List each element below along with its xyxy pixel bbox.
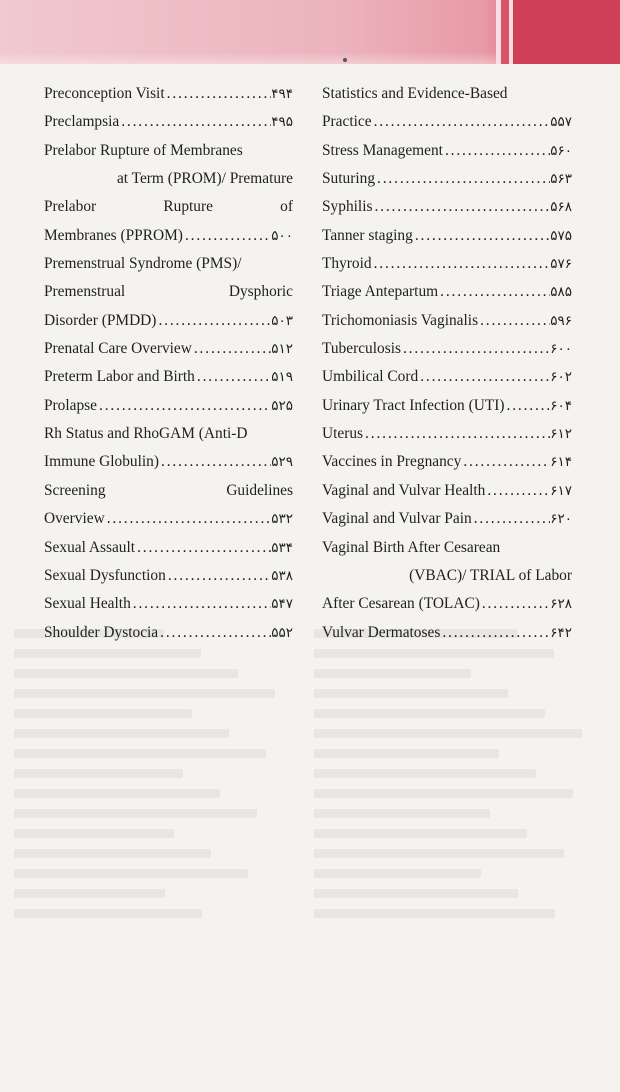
index-entry-title: Uterus: [322, 425, 364, 443]
index-entry: [322, 534, 572, 619]
index-entry-word: Guidelines: [226, 481, 293, 499]
print-mark: [343, 58, 347, 62]
dot-leader: [165, 80, 272, 108]
bleed-bar: [14, 669, 238, 678]
index-entry-title: Shoulder Dystocia: [44, 623, 159, 641]
bleed-through-texture: [14, 618, 614, 1088]
index-entry: [44, 108, 293, 136]
bleed-bar: [314, 829, 527, 838]
index-entry: [322, 448, 572, 476]
dot-leader: [183, 222, 271, 250]
bleed-bar: [314, 649, 554, 658]
index-entry-word: of: [280, 198, 293, 216]
bleed-bar: [314, 869, 481, 878]
dot-leader: [480, 590, 550, 618]
page-number: ۵۱۲: [271, 341, 293, 358]
index-entry-title: Premenstrual Syndrome (PMS)/: [44, 255, 242, 273]
bleed-line: [14, 778, 304, 798]
bleed-bar: [14, 869, 248, 878]
index-entry: [44, 363, 293, 391]
bleed-line: [314, 858, 604, 878]
bleed-line: [314, 698, 604, 718]
index-entry: [44, 420, 293, 477]
dot-leader: [372, 250, 551, 278]
bleed-line: [14, 758, 304, 778]
header-color-band: [0, 0, 620, 64]
index-entry-title: Membranes (PPROM): [44, 226, 183, 244]
index-entry-line: [322, 222, 572, 250]
bleed-line: [314, 738, 604, 758]
band-sheen: [0, 52, 496, 64]
index-entry: [322, 335, 572, 363]
dot-leader: [478, 307, 550, 335]
index-entry-title: Tuberculosis: [322, 340, 401, 358]
dot-leader: [418, 363, 550, 391]
index-entry-title: Sexual Health: [44, 595, 131, 613]
dot-leader: [105, 505, 272, 533]
index-entry: [44, 619, 293, 647]
dot-leader: [372, 108, 551, 136]
page-number: ۴۹۴: [271, 86, 293, 102]
index-entry-line: [322, 477, 572, 505]
bleed-bar: [14, 889, 165, 898]
index-entry-word: Screening: [44, 481, 106, 499]
index-entry: [322, 307, 572, 335]
index-entry-line: [44, 534, 293, 562]
dot-leader: [159, 448, 271, 476]
index-entry-title: Thyroid: [322, 255, 372, 273]
bleed-line: [14, 738, 304, 758]
bleed-line: [314, 878, 604, 898]
dot-leader: [119, 108, 271, 136]
page-number: ۵۶۰: [550, 142, 572, 159]
index-entry-line: [322, 165, 572, 193]
bleed-line: [14, 718, 304, 738]
band-accent-block: [513, 0, 620, 64]
dot-leader: [485, 477, 550, 505]
dot-leader: [363, 420, 550, 448]
page-number: ۵۲۹: [271, 454, 293, 471]
bleed-bar: [314, 749, 499, 758]
page-number: ۵۶۸: [550, 199, 572, 216]
index-entry-title: Preterm Labor and Birth: [44, 368, 195, 386]
bleed-bar: [14, 649, 201, 658]
index-entry-line: [322, 363, 572, 391]
index-entry-line: [44, 505, 293, 533]
page-number: ۵۷۵: [550, 227, 572, 244]
index-entry: [44, 392, 293, 420]
dot-leader: [438, 278, 550, 306]
bleed-line: [314, 758, 604, 778]
index-entry: [322, 80, 572, 137]
bleed-bar: [314, 889, 518, 898]
index-entry-title: Vaginal Birth After Cesarean: [322, 538, 501, 556]
index-entry-word: Prelabor: [44, 198, 97, 216]
index-entry-line: [322, 392, 572, 420]
page-number: ۶۴۲: [550, 624, 572, 641]
page-number: ۵۲۵: [271, 397, 293, 414]
index-entry: [322, 420, 572, 448]
bleed-bar: [314, 709, 545, 718]
index-entry-line: [44, 137, 293, 165]
page-number: ۵۹۶: [550, 312, 572, 329]
index-entry-title: After Cesarean (TOLAC): [322, 595, 480, 613]
index-entry: [44, 250, 293, 335]
index-entry-word: Dysphoric: [228, 283, 293, 301]
dot-leader: [192, 335, 271, 363]
index-entry-title: Stress Management: [322, 141, 443, 159]
index-entry-title: Immune Globulin): [44, 453, 159, 471]
page-number: ۶۰۰: [550, 341, 572, 358]
index-entry-word: Rupture: [163, 198, 213, 216]
index-entry-line: [44, 420, 293, 448]
page-number: ۵۳۴: [271, 539, 293, 556]
index-column-right: [322, 80, 572, 647]
index-entry-title: Prenatal Care Overview: [44, 340, 192, 358]
index-entry-line: [44, 392, 293, 420]
page-number: ۴۹۵: [271, 114, 293, 131]
bleed-bar: [314, 909, 555, 918]
index-entry-title: Overview: [44, 510, 105, 528]
index-entry-title: Prolapse: [44, 396, 98, 414]
bleed-line: [14, 698, 304, 718]
bleed-bar: [314, 849, 564, 858]
index-entry: [44, 80, 293, 108]
bleed-bar: [14, 809, 257, 818]
bleed-bar: [14, 909, 202, 918]
page-number: ۵۳۸: [271, 567, 293, 584]
index-entry-line: [44, 250, 293, 278]
bleed-column: [14, 618, 304, 918]
dot-leader: [156, 307, 271, 335]
bleed-bar: [14, 829, 174, 838]
index-entry-line: [322, 278, 572, 306]
index-entry-line: [44, 363, 293, 391]
page-number: ۶۲۸: [550, 596, 572, 613]
index-entry-title: Sexual Dysfunction: [44, 566, 166, 584]
index-entry-title: Prelabor Rupture of Membranes: [44, 141, 243, 159]
index-entry-line: [44, 165, 293, 193]
page-number: ۵۱۹: [271, 369, 293, 386]
page-number: ۵۵۲: [271, 624, 293, 641]
bleed-bar: [14, 849, 211, 858]
index-entry-line: [44, 108, 293, 136]
index-entry-line: [44, 80, 293, 108]
index-entry-title: Statistics and Evidence-Based: [322, 85, 508, 102]
index-entry-title: Trichomoniasis Vaginalis: [322, 311, 479, 329]
index-entry-line: [322, 448, 572, 476]
bleed-bar: [314, 809, 490, 818]
bleed-bar: [314, 669, 471, 678]
index-entry: [44, 590, 293, 618]
page-number: ۵۵۷: [550, 114, 572, 131]
index-entry-title: Syphilis: [322, 198, 373, 216]
index-entry-line: [44, 193, 293, 221]
index-entry: [322, 137, 572, 165]
index-entry: [44, 477, 293, 534]
page-number: ۵۰۰: [271, 227, 293, 244]
bleed-bar: [14, 709, 192, 718]
bleed-line: [14, 798, 304, 818]
index-entry-line: [322, 137, 572, 165]
bleed-line: [314, 658, 604, 678]
dot-leader: [372, 193, 550, 221]
index-entry-line: [322, 505, 572, 533]
index-entry-line: [322, 619, 572, 647]
bleed-bar: [314, 769, 536, 778]
page-number: ۶۲۰: [550, 511, 572, 528]
page-number: ۶۰۲: [550, 369, 572, 386]
page-number: ۵۸۵: [550, 284, 572, 301]
index-entry: [44, 137, 293, 250]
dot-leader: [443, 137, 550, 165]
bleed-line: [314, 718, 604, 738]
index-entry: [322, 505, 572, 533]
index-entry-title: Preclampsia: [44, 113, 120, 131]
index-entry-line: [44, 562, 293, 590]
dot-leader: [158, 619, 271, 647]
index-entry: [44, 562, 293, 590]
index-entry-line: [44, 619, 293, 647]
index-entry: [322, 193, 572, 221]
index-entry-title: Vaginal and Vulvar Health: [322, 481, 486, 499]
bleed-column: [314, 618, 604, 918]
bleed-line: [314, 838, 604, 858]
index-entry-line: [322, 250, 572, 278]
index-entry-line: [322, 590, 572, 618]
bleed-line: [314, 798, 604, 818]
index-entry: [322, 619, 572, 647]
bleed-bar: [14, 729, 229, 738]
index-entry-title: Preconception Visit: [44, 85, 165, 102]
bleed-bar: [14, 749, 266, 758]
index-entry-title: Rh Status and RhoGAM (Anti-D: [44, 425, 248, 443]
bleed-bar: [14, 689, 275, 698]
index-entry-line: [322, 335, 572, 363]
index-entry-line: [322, 562, 572, 590]
index-entry-line: [44, 477, 293, 505]
bleed-bar: [14, 769, 183, 778]
bleed-line: [14, 678, 304, 698]
bleed-line: [14, 658, 304, 678]
bleed-line: [14, 858, 304, 878]
index-entry-title: Vulvar Dermatoses: [322, 623, 441, 641]
dot-leader: [505, 392, 551, 420]
page-number: ۵۰۳: [271, 312, 293, 329]
bleed-line: [314, 678, 604, 698]
index-entry: [322, 392, 572, 420]
index-entry-line: [322, 80, 572, 108]
page-number: ۵۴۷: [271, 596, 293, 613]
band-stripe: [501, 0, 509, 64]
bleed-line: [14, 818, 304, 838]
dot-leader: [440, 619, 550, 647]
page-number: ۵۷۶: [550, 256, 572, 273]
index-entry-line: [322, 193, 572, 221]
index-column-left: [44, 80, 293, 647]
bleed-line: [314, 898, 604, 918]
index-entry-title: Practice: [322, 113, 372, 131]
index-entry-title: Tanner staging: [322, 226, 413, 244]
dot-leader: [131, 590, 271, 618]
page-number: ۶۱۷: [550, 482, 572, 499]
index-entry-title: Suturing: [322, 170, 376, 188]
index-entry-line: [44, 590, 293, 618]
index-entry-line: [322, 534, 572, 562]
bleed-bar: [14, 789, 220, 798]
dot-leader: [166, 562, 271, 590]
dot-leader: [461, 448, 550, 476]
index-entry-line: [44, 448, 293, 476]
index-entry-line: [44, 278, 293, 306]
index-entry: [322, 165, 572, 193]
page-number: ۶۱۴: [550, 454, 572, 471]
index-entry-line: [322, 108, 572, 136]
dot-leader: [472, 505, 551, 533]
bleed-line: [14, 838, 304, 858]
dot-leader: [195, 363, 271, 391]
index-entry: [322, 477, 572, 505]
index-entry-title: Umbilical Cord: [322, 368, 419, 386]
index-entry-word: Premenstrual: [44, 283, 126, 301]
index-entry-line: [322, 307, 572, 335]
index-entry-title: at Term (PROM)/ Premature: [116, 170, 293, 188]
bleed-bar: [314, 789, 573, 798]
index-entry-title: Disorder (PMDD): [44, 311, 157, 329]
index-entry-line: [44, 307, 293, 335]
index-entry: [322, 222, 572, 250]
bleed-line: [14, 878, 304, 898]
dot-leader: [375, 165, 550, 193]
index-entry-line: [44, 335, 293, 363]
index-entry-title: Vaginal and Vulvar Pain: [322, 510, 472, 528]
dot-leader: [97, 392, 271, 420]
dot-leader: [413, 222, 550, 250]
bleed-bar: [314, 729, 582, 738]
index-entry-title: Sexual Assault: [44, 538, 136, 556]
bleed-line: [314, 818, 604, 838]
page-number: ۶۰۴: [550, 397, 572, 414]
index-entry-line: [322, 420, 572, 448]
page-number: ۵۶۳: [550, 171, 572, 188]
bleed-bar: [314, 689, 508, 698]
index-entry-title: (VBAC)/ TRIAL of Labor: [409, 566, 572, 584]
index-entry: [44, 534, 293, 562]
dot-leader: [135, 534, 271, 562]
page-number: ۶۱۲: [550, 426, 572, 443]
index-entry-title: Vaccines in Pregnancy: [322, 453, 462, 471]
index-entry: [322, 278, 572, 306]
index-entry: [44, 335, 293, 363]
bleed-line: [314, 778, 604, 798]
index-entry: [322, 363, 572, 391]
index-entry-line: [44, 222, 293, 250]
page-number: ۵۳۲: [271, 511, 293, 528]
index-entry: [322, 250, 572, 278]
bleed-line: [14, 898, 304, 918]
index-entry-title: Triage Antepartum: [322, 283, 439, 301]
dot-leader: [401, 335, 550, 363]
index-entry-title: Urinary Tract Infection (UTI): [322, 396, 505, 414]
